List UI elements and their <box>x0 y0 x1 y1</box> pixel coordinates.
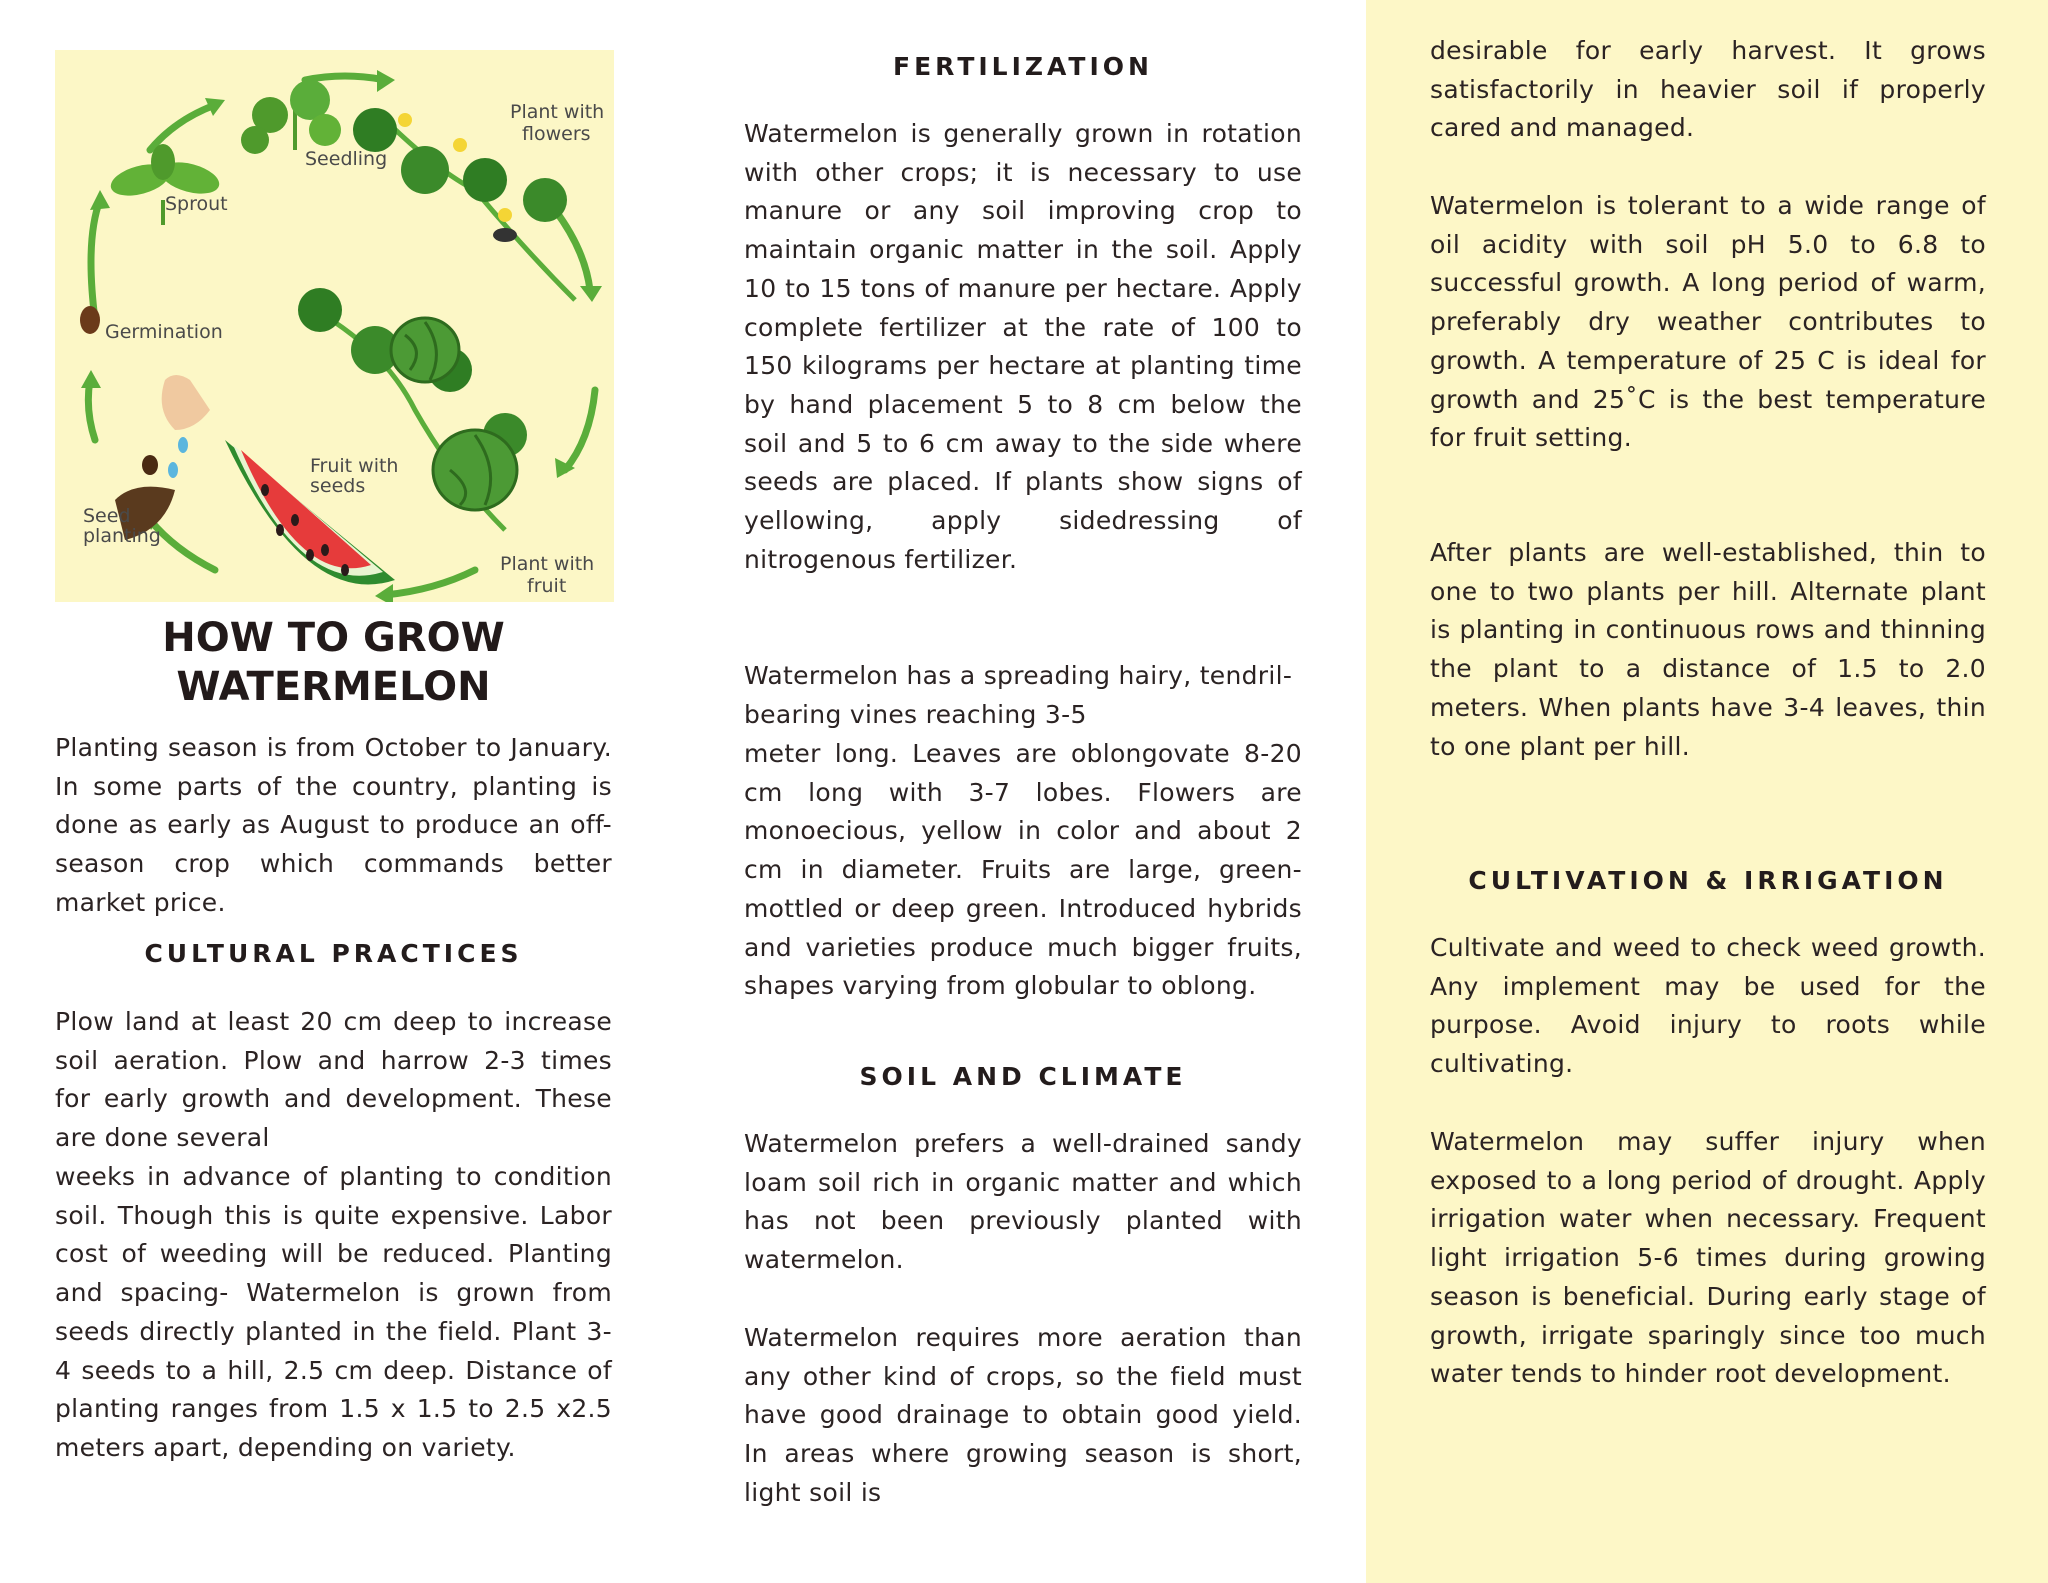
cultivation-paragraph-1: Cultivate and weed to check weed growth. Any implement may be used for the purpose. Avoid injury to roots while cultivating. <box>1430 933 1986 1079</box>
cultural-paragraph-1: Plow land at least 20 cm deep to increase soil aeration. Plow and harrow 2-3 times for early growth and development. These are done several <box>55 1007 612 1153</box>
label-plant-flowers-1: Plant with <box>510 101 605 123</box>
cultural-paragraph-2: weeks in advance of planting to condition soil. Though this is quite expensive. Labor cost of weeding will be reduced. Planting and spacing- Watermelon is grown from seeds directly planted in the field. Plant 3-4 seeds to a hill, 2.5 cm deep. Distance of planting ranges from 1.5 x 1.5 to 2.5 x2.5 meters apart, depending on variety. <box>55 1162 612 1462</box>
seedling-plant <box>241 80 341 154</box>
arrow-1 <box>91 200 100 320</box>
fertilization-paragraph-1: Watermelon is generally grown in rotation with other crops; it is necessary to use manure or any soil improving crop to maintain organic matter in the soil. Apply 10 to 15 tons of manure per hectare. Apply complete fertilizer at the rate of 100 to 150 kilograms per hectare at planting time by hand placement 5 to 8 cm below the soil and 5 to 6 cm away to the side where seeds are placed. If plants show signs of yellowing, apply sidedressing of nitrogenous fertilizer. <box>744 119 1302 574</box>
soil-paragraph-5: After plants are well-established, thin to one to two plants per hill. Alternate plant is planting in continuous rows and thinning the plant to a distance of 1.5 to 2.0 meters. When plants have 3-4 leaves, thin to one plant per hill. <box>1430 538 1986 761</box>
label-plant-fruit-1: Plant with <box>500 553 595 575</box>
label-plant-flowers-2: flowers <box>522 123 591 145</box>
arrow-5 <box>565 390 595 470</box>
title-line-2: WATERMELON <box>176 664 491 710</box>
soil-paragraph-4: Watermelon is tolerant to a wide range of oil acidity with soil pH 5.0 to 6.8 to successful growth. A long period of warm, preferably dry weather contributes to growth. A temperature of 25 C is ideal for growth and 25˚C is the best temperature for fruit setting. <box>1430 191 1986 453</box>
fertilization-heading: FERTILIZATION <box>893 52 1153 81</box>
cultural-practices-heading: CULTURAL PRACTICES <box>144 939 523 968</box>
label-germination: Germination <box>105 321 223 343</box>
title-line-1: HOW TO GROW <box>162 615 505 661</box>
cultivation-paragraph-2: Watermelon may suffer injury when exposed to a long period of drought. Apply irrigation water when necessary. Frequent light irrigation 5-6 times during growing season is beneficial. During early stage of growth, irrigate sparingly since too much water tends to hinder root development. <box>1430 1127 1986 1389</box>
fertilization-paragraph-2a: Watermelon has a spreading hairy, tendril-bearing vines reaching 3-5 <box>744 661 1293 729</box>
arrow-6 <box>385 570 475 595</box>
arrow-8 <box>88 380 95 440</box>
watermelon-life-cycle-illustration <box>55 50 614 602</box>
label-fruit-seeds-1: Fruit with <box>310 455 399 477</box>
label-fruit-seeds-2: seeds <box>310 475 366 497</box>
fertilization-paragraph-2b: meter long. Leaves are oblongovate 8-20 cm long with 3-7 lobes. Flowers are monoecious, yellow in color and about 2 cm in diameter. Fruits are large, green-mottled or deep green. Introduced hybrids and varieties produce much bigger fruits, shapes varying from globular to oblong. <box>744 739 1302 1001</box>
arrow-4 <box>555 210 590 290</box>
label-sprout: Sprout <box>165 193 228 215</box>
label-seedling: Seedling <box>305 148 388 170</box>
label-seed-planting-1: Seed <box>83 505 131 527</box>
soil-climate-heading: SOIL AND CLIMATE <box>859 1062 1187 1091</box>
intro-paragraph: Planting season is from October to January. In some parts of the country, planting is done as early as August to produce an off-season crop which commands better market price. <box>55 733 612 917</box>
soil-paragraph-3: desirable for early harvest. It grows satisfactorily in heavier soil if properly cared and managed. <box>1430 36 1986 143</box>
arrow-2 <box>150 105 215 150</box>
arrow-3 <box>305 76 385 80</box>
page-title <box>55 614 612 712</box>
cultivation-irrigation-heading: CULTIVATION & IRRIGATION <box>1468 866 1948 895</box>
germinating-seed <box>80 306 100 334</box>
soil-paragraph-2: Watermelon requires more aeration than any other kind of crops, so the field must have good drainage to obtain good yield. In areas where growing season is short, light soil is <box>744 1323 1302 1507</box>
label-plant-fruit-2: fruit <box>527 575 567 597</box>
soil-paragraph-1: Watermelon prefers a well-drained sandy loam soil rich in organic matter and which has not been previously planted with watermelon. <box>744 1129 1302 1275</box>
label-seed-planting-2: planting <box>83 525 161 547</box>
